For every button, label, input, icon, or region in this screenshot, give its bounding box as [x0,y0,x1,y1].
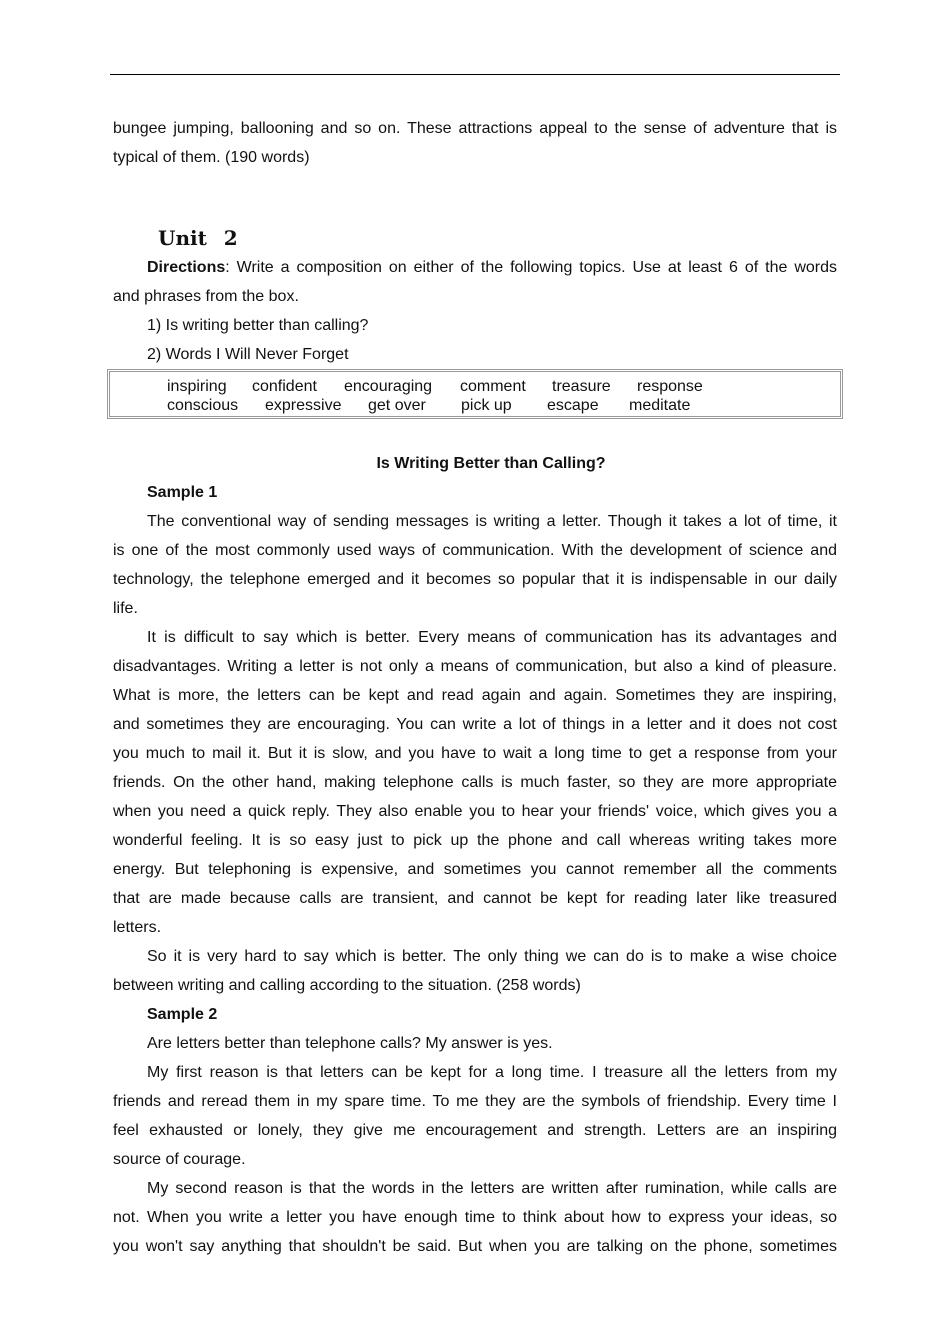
paragraph-line: life. [113,600,138,617]
box-word: treasure [552,378,611,395]
intro-line: typical of them. (190 words) [113,149,310,166]
sample-heading: Sample 2 [147,1006,218,1023]
document-body [113,114,837,1261]
box-word: encouraging [344,378,433,395]
essay-title: Is Writing Better than Calling? [376,455,606,472]
topic-item: 1) Is writing better than calling? [147,317,369,334]
paragraph-line: and sometimes they are encouraging. You can write a lot of things in a letter and it does not cost [113,716,837,733]
directions-text: : Write a composition on either of the following topics. Use at least 6 of the words [225,259,837,276]
paragraph-line: letters. [113,919,162,936]
box-word: escape [547,397,599,414]
box-word: meditate [629,397,691,414]
paragraph-line: My first reason is that letters can be kept for a long time. I treasure all the letters from my [147,1064,837,1081]
box-word: get over [368,397,426,414]
paragraph-line: that are made because calls are transient, and cannot be kept for reading later like treasured [113,890,837,907]
paragraph-line: between writing and calling according to the situation. (258 words) [113,977,581,994]
paragraph-line: energy. But telephoning is expensive, and sometimes you cannot remember all the comments [113,861,837,878]
intro-line: bungee jumping, ballooning and so on. These attractions appeal to the sense of adventure that is [113,120,837,137]
topic-item: 2) Words I Will Never Forget [147,346,349,363]
paragraph-line: My second reason is that the words in the letters are written after rumination, while calls are [147,1180,837,1197]
paragraph-line: What is more, the letters can be kept and read again and again. Sometimes they are inspiring, [113,687,837,704]
paragraph-line: The conventional way of sending messages is writing a letter. Though it takes a lot of time, it [147,513,837,530]
paragraph-line: is one of the most commonly used ways of communication. With the development of science and [113,542,837,559]
paragraph-line: source of courage. [113,1151,246,1168]
word-box [107,369,843,419]
box-word: confident [252,378,317,395]
paragraph-line: technology, the telephone emerged and it becomes so popular that it is indispensable in our daily [113,571,837,588]
paragraph-line: So it is very hard to say which is better. The only thing we can do is to make a wise choice [147,948,837,965]
box-word: comment [460,378,526,395]
directions-line: and phrases from the box. [113,288,299,305]
unit-heading: Unit 2 [158,226,238,250]
box-word: pick up [461,397,512,414]
paragraph-line: friends and reread them in my spare time. To me they are the symbols of friendship. Every time I [113,1093,837,1110]
paragraph-line: not. When you write a letter you have enough time to think about how to express your ideas, so [113,1209,837,1226]
box-word: expressive [265,397,342,414]
paragraph-line: disadvantages. Writing a letter is not only a means of communication, but also a kind of pleasure. [113,658,837,675]
header-rule [110,74,840,75]
paragraph-line: Are letters better than telephone calls? My answer is yes. [147,1035,553,1052]
paragraph-line: feel exhausted or lonely, they give me encouragement and strength. Letters are an inspiring [113,1122,837,1139]
box-word: response [637,378,703,395]
paragraph-line: wonderful feeling. It is so easy just to pick up the phone and call whereas writing takes more [113,832,837,849]
paragraph-line: you won't say anything that shouldn't be said. But when you are talking on the phone, sometimes [113,1238,837,1255]
paragraph-line: when you need a quick reply. They also enable you to hear your friends' voice, which gives you a [113,803,837,820]
paragraph-line: friends. On the other hand, making telephone calls is much faster, so they are more appropriate [113,774,837,791]
sample-heading: Sample 1 [147,484,218,501]
directions-line [113,253,837,282]
paragraph-line: you much to mail it. But it is slow, and you have to wait a long time to get a response from your [113,745,837,762]
paragraph-line: It is difficult to say which is better. Every means of communication has its advantages and [147,629,837,646]
box-word: inspiring [167,378,227,395]
essay-blocks [113,478,837,1261]
directions-label: Directions [147,259,226,276]
box-word: conscious [167,397,239,414]
